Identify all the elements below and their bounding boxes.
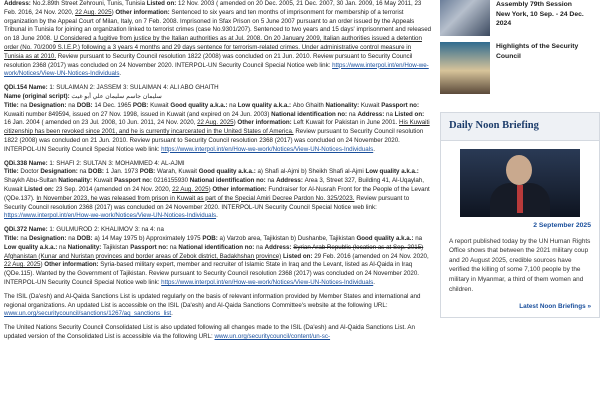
field-value: Fundraiser for Al-Nusrah Front for the People of the Levant (QDe.137). [4,185,430,202]
field-value: Left Kuwait for Pakistan in June 2001. [293,119,400,127]
field-value: na [267,177,277,185]
field-value: The United Nations Security Council Consolidated List is also updated following all changes made to the ISIL (Da'esh) and Al-Qaida Sanctions List. An updated version of the Consolidated List is accessible via the following URL: [4,324,415,340]
field-value: na [169,243,179,251]
field-value: Kuwait [93,177,115,185]
field-value: a) Shafi al-Ajmi b) Sheikh Shafi al-Ajmi [257,168,366,176]
field-value: a) 14 May 1975 b) Approximately 1975 [94,234,203,242]
field-value: na [68,101,77,109]
news-subtitle: New York, 10 Sep. - 24 Dec. 2024 [496,10,584,28]
field-value: th Street Zehrouni, Tunis, Tunisia [54,0,147,7]
field-value: Kuwait [360,101,382,109]
interpol-link[interactable]: https://www.interpol.int/en/How-we-work/Notices/View-UN-Notices-Individuals [4,212,217,220]
field-value: 23 Sep. 2014 (amended on 24 Nov. 2020, [55,185,173,193]
field-label: National identification no: [178,243,257,251]
news-item-assembly[interactable] [440,0,600,36]
field-label: Listed on: [146,0,179,7]
assembly-thumbnail[interactable] [440,0,490,36]
field-label: POB: [202,234,220,242]
field-value: 22 Aug. 2025 [172,185,209,193]
news-item-highlights[interactable] [440,42,600,94]
interpol-link[interactable]: https://www.interpol.int/en/How-we-work/Notices/View-UN-Notices-Individuals [161,145,374,153]
field-value: Shaykh Abu-Sultan [4,177,59,185]
spokesperson-photo[interactable] [460,149,580,217]
field-label: QDi.338 Name: [4,159,50,167]
field-value: Review pursuant to Security Council resolution 1822 (2008) was concluded on 21 Jun. 2010. Review pursuant to Security Council resolution 2368 (2017) was concluded on 24 November 2020. INTERPOL-UN Security Council Special Notice web link: [4,52,413,69]
field-label: Title: [4,168,21,176]
field-label: Address: [4,0,33,7]
field-label: POB: [132,101,151,109]
field-value: Abo Ghaith [292,101,326,109]
field-value: ) [233,119,238,127]
briefing-text: A report published today by the UN Human Rights Office shows that between the 2021 military coup and 20 August 2025, credible sources have verified the killing of some 7,100 people by the military in Myanmar, a third of them women and children. [449,237,591,293]
field-label: Good quality a.k.a.: [198,168,258,176]
field-value: . [171,310,173,318]
field-value: Area 3, Street 327, Building 41, Al-Uqaylah, Kuwait [4,177,424,193]
field-label: Name (original script): [4,92,72,100]
field-label: Nationality: [325,101,361,109]
field-label: Address: [276,177,305,185]
interpol-link[interactable]: https://www.interpol.int/en/How-we-work/Notices/View-UN-Notices-Individuals [4,61,429,78]
field-value: Review pursuant to Security Council resolution 1822 (2008) was concluded on 21 Jun. 2010. Review pursuant to Security Council resolution 2368 (2017) was concluded on 24 November 2020. INTERPOL-UN Security Council Special Notice web link: [4,128,424,153]
field-value: na [415,234,423,242]
list-update-note [4,293,432,319]
entry-qdi-338 [4,160,432,222]
news-title[interactable]: Assembly 79th Session [496,1,572,8]
field-value: na [229,101,238,109]
field-value: His Kuwaiti citizenship has been revoked since 2001, and he is currently incarcerated in the United States of America. [4,119,430,136]
sanctions-list-content [4,0,432,414]
field-value: na [386,110,395,118]
field-value: . [119,70,122,78]
field-label: Other information: [237,119,294,127]
field-label: DOB: [76,101,95,109]
sidebar [440,0,600,414]
briefing-date: 2 September 2025 [533,221,591,229]
field-label: Designation: [40,168,80,176]
field-value: Sentenced to six years and ten months of imprisonment for membership of a terrorist organization by the Appeal Court of Milan, Italy, on 7 Feb. 2008. Imprisoned in Sfax Prison on 5 June 2007 pursuant to an order issued by the Appeals Tribunal in Tunisia for joining an organization linked to terrorist crimes (case No.9301/207). Sentenced to two years and 15 days' imprisonment and released on 18 June 2008. [4,8,432,43]
field-value: a) Varzob area, Tajikistan b) Dushanbe, Tajikistan [219,234,357,242]
entry-qdi-154 [4,84,432,154]
field-value: 12 Nov. 2003 ( amended on 20 Dec. 2005, 21 Dec. 2007, 30 Jan. 2009, 16 May 2011, 23 Feb. 2016, 24 Nov. 2020, [4,0,422,16]
field-value: 1: SULAIMAN 2: JASSEM 3: SULAIMAN 4: ALI ABO GHAITH [49,84,219,92]
field-value: ) [208,185,213,193]
field-value: . [373,145,375,153]
entry-previous [4,0,432,79]
field-value: Warah, Kuwait [156,168,199,176]
field-value: na [348,110,358,118]
field-label: Designation: [29,234,69,242]
field-label: Passport no: [381,101,420,109]
field-label: QDi.372 Name: [4,226,50,234]
field-value: na [68,234,77,242]
field-value: na [20,234,29,242]
briefing-title: Daily Noon Briefing [441,113,599,141]
field-label: Low quality a.k.a.: [237,101,293,109]
field-value: Tajikistan [103,243,131,251]
field-value: Syria-based military expert, member and recruiter of Islamic State in Iraq and the Levant, listed as Al-Qaida in Iraq (QDe.115). Wanted by the Government of Tajikistan. Review pursuant to Security Council resolution 2368 (2017) was concluded on 24 November 2020. INTERPOL-UN Security Council Special Notice web link: [4,261,420,286]
field-label: Listed on: [394,110,425,118]
field-value: No.2.89 [32,0,55,7]
field-value: 16 Jan. 2004 ( amended on 23 Jul. 2008, 10 Jun. 2011, 24 Nov. 2020, [4,119,198,127]
field-value: 22 Aug. 2025 [197,119,234,127]
field-value: 22 Aug. 2025 [4,261,41,269]
field-value: سليمان جاسم سليمان علي أبو غيث [71,92,162,100]
field-value: Syrian Arab Republic (location as at Sep. 2015) [293,243,424,251]
field-value: . [373,278,375,286]
field-label: DOB: [76,234,95,242]
interpol-link[interactable]: www.un.org/securitycouncil/content/un-sc- [214,332,331,340]
field-value: Kuwaiti number 849594, issued on 27 Nov. 1998, issued in Kuwait (and expired on 24 Jun. 2003) [4,110,272,118]
field-value: U Considered a fugitive from justice by the Italian authorities as at Jul. 2008. On 20 January 2009, Italian authorities issued a detention order (No. 70/2009 S.I.E.P.) following a 3 years 4 months and 29 days sentence for terrorism-related crimes. Under administrative control measure in Tunisia as at 2010. [4,35,422,60]
field-label: Passport no: [114,177,154,185]
field-value: ) [111,8,116,16]
interpol-link[interactable]: www.un.org/securitycouncil/sanctions/1267/aq_sanctions_list [4,310,172,318]
field-label: Title: [4,101,21,109]
field-label: Low quality a.k.a.: [365,168,419,176]
entry-qdi-372 [4,226,432,288]
news-title[interactable]: Highlights of the Security Council [496,43,579,60]
field-value: Kuwait [150,101,171,109]
field-label: Low quality a.k.a.: [4,243,60,251]
field-label: Nationality: [58,177,94,185]
interpol-link[interactable]: https://www.interpol.int/en/How-we-work/Notices/View-UN-Notices-Individuals [161,278,374,286]
field-value: na [79,168,89,176]
field-value: Review pursuant to Security Council resolution 2368 (2017) was concluded on 24 November 2020. INTERPOL-UN Security Council Special Notice web link: [4,194,410,211]
field-label: Other information: [115,8,172,16]
field-label: Other information: [212,185,269,193]
field-value: na [59,243,68,251]
field-label: National identification no: [189,177,268,185]
field-value: In November 2023, he was released from prison in Kuwait as part of the Special Amiri Decree Pardon No. 325/2023. [36,194,355,202]
field-label: Listed on: [24,185,56,193]
field-label: National identification no: [271,110,349,118]
field-label: Good quality a.k.a.: [170,101,230,109]
field-label: Designation: [29,101,69,109]
field-value: na [256,243,265,251]
field-value: 22 Aug. 2025 [75,8,112,16]
consolidated-list-note [4,324,432,342]
field-value: 0216155930 [153,177,190,185]
field-label: Other information: [44,261,101,269]
field-value: 14 Dec. 1965 [94,101,133,109]
field-label: Listed on: [282,252,315,260]
field-value: Doctor [20,168,41,176]
field-label: QDi.154 Name: [4,84,50,92]
noon-briefing-box [440,112,600,318]
council-chamber-thumbnail[interactable] [440,42,490,94]
field-label: Passport no: [130,243,170,251]
field-value: 1: GULMUROD 2: KHALIMOV 3: na 4: na [49,226,164,234]
field-value: The ISIL (Da'esh) and Al-Qaida Sanctions List is updated regularly on the basis of relevant information provided by Member States and international and regional organizations. An updated List is accessible on the ISIL (Da'esh) and Al-Qaida Sanctions Committee's website at the following URL: [4,292,421,309]
field-value: na [20,101,29,109]
field-value: 1 Jan. 1973 [105,168,140,176]
field-value: Afghanistan (Kunar and Nuristan provinces and border areas of Zebok district, Badakhshan province) [4,252,282,260]
field-value: 1: SHAFI 2: SULTAN 3: MOHAMMED 4: AL-AJMI [49,159,185,167]
field-label: Title: [4,234,21,242]
field-label: Nationality: [67,243,104,251]
field-label: POB: [139,168,157,176]
field-label: Address: [264,243,294,251]
field-label: Good quality a.k.a.: [356,234,416,242]
field-value: ) [40,261,45,269]
field-label: Address: [357,110,386,118]
field-value: 29 Feb. 2016 (amended on 24 Nov. 2020, [314,252,429,260]
latest-briefings-link[interactable]: Latest Noon Briefings » [519,303,591,311]
field-label: DOB: [88,168,106,176]
field-value: . [216,212,218,220]
